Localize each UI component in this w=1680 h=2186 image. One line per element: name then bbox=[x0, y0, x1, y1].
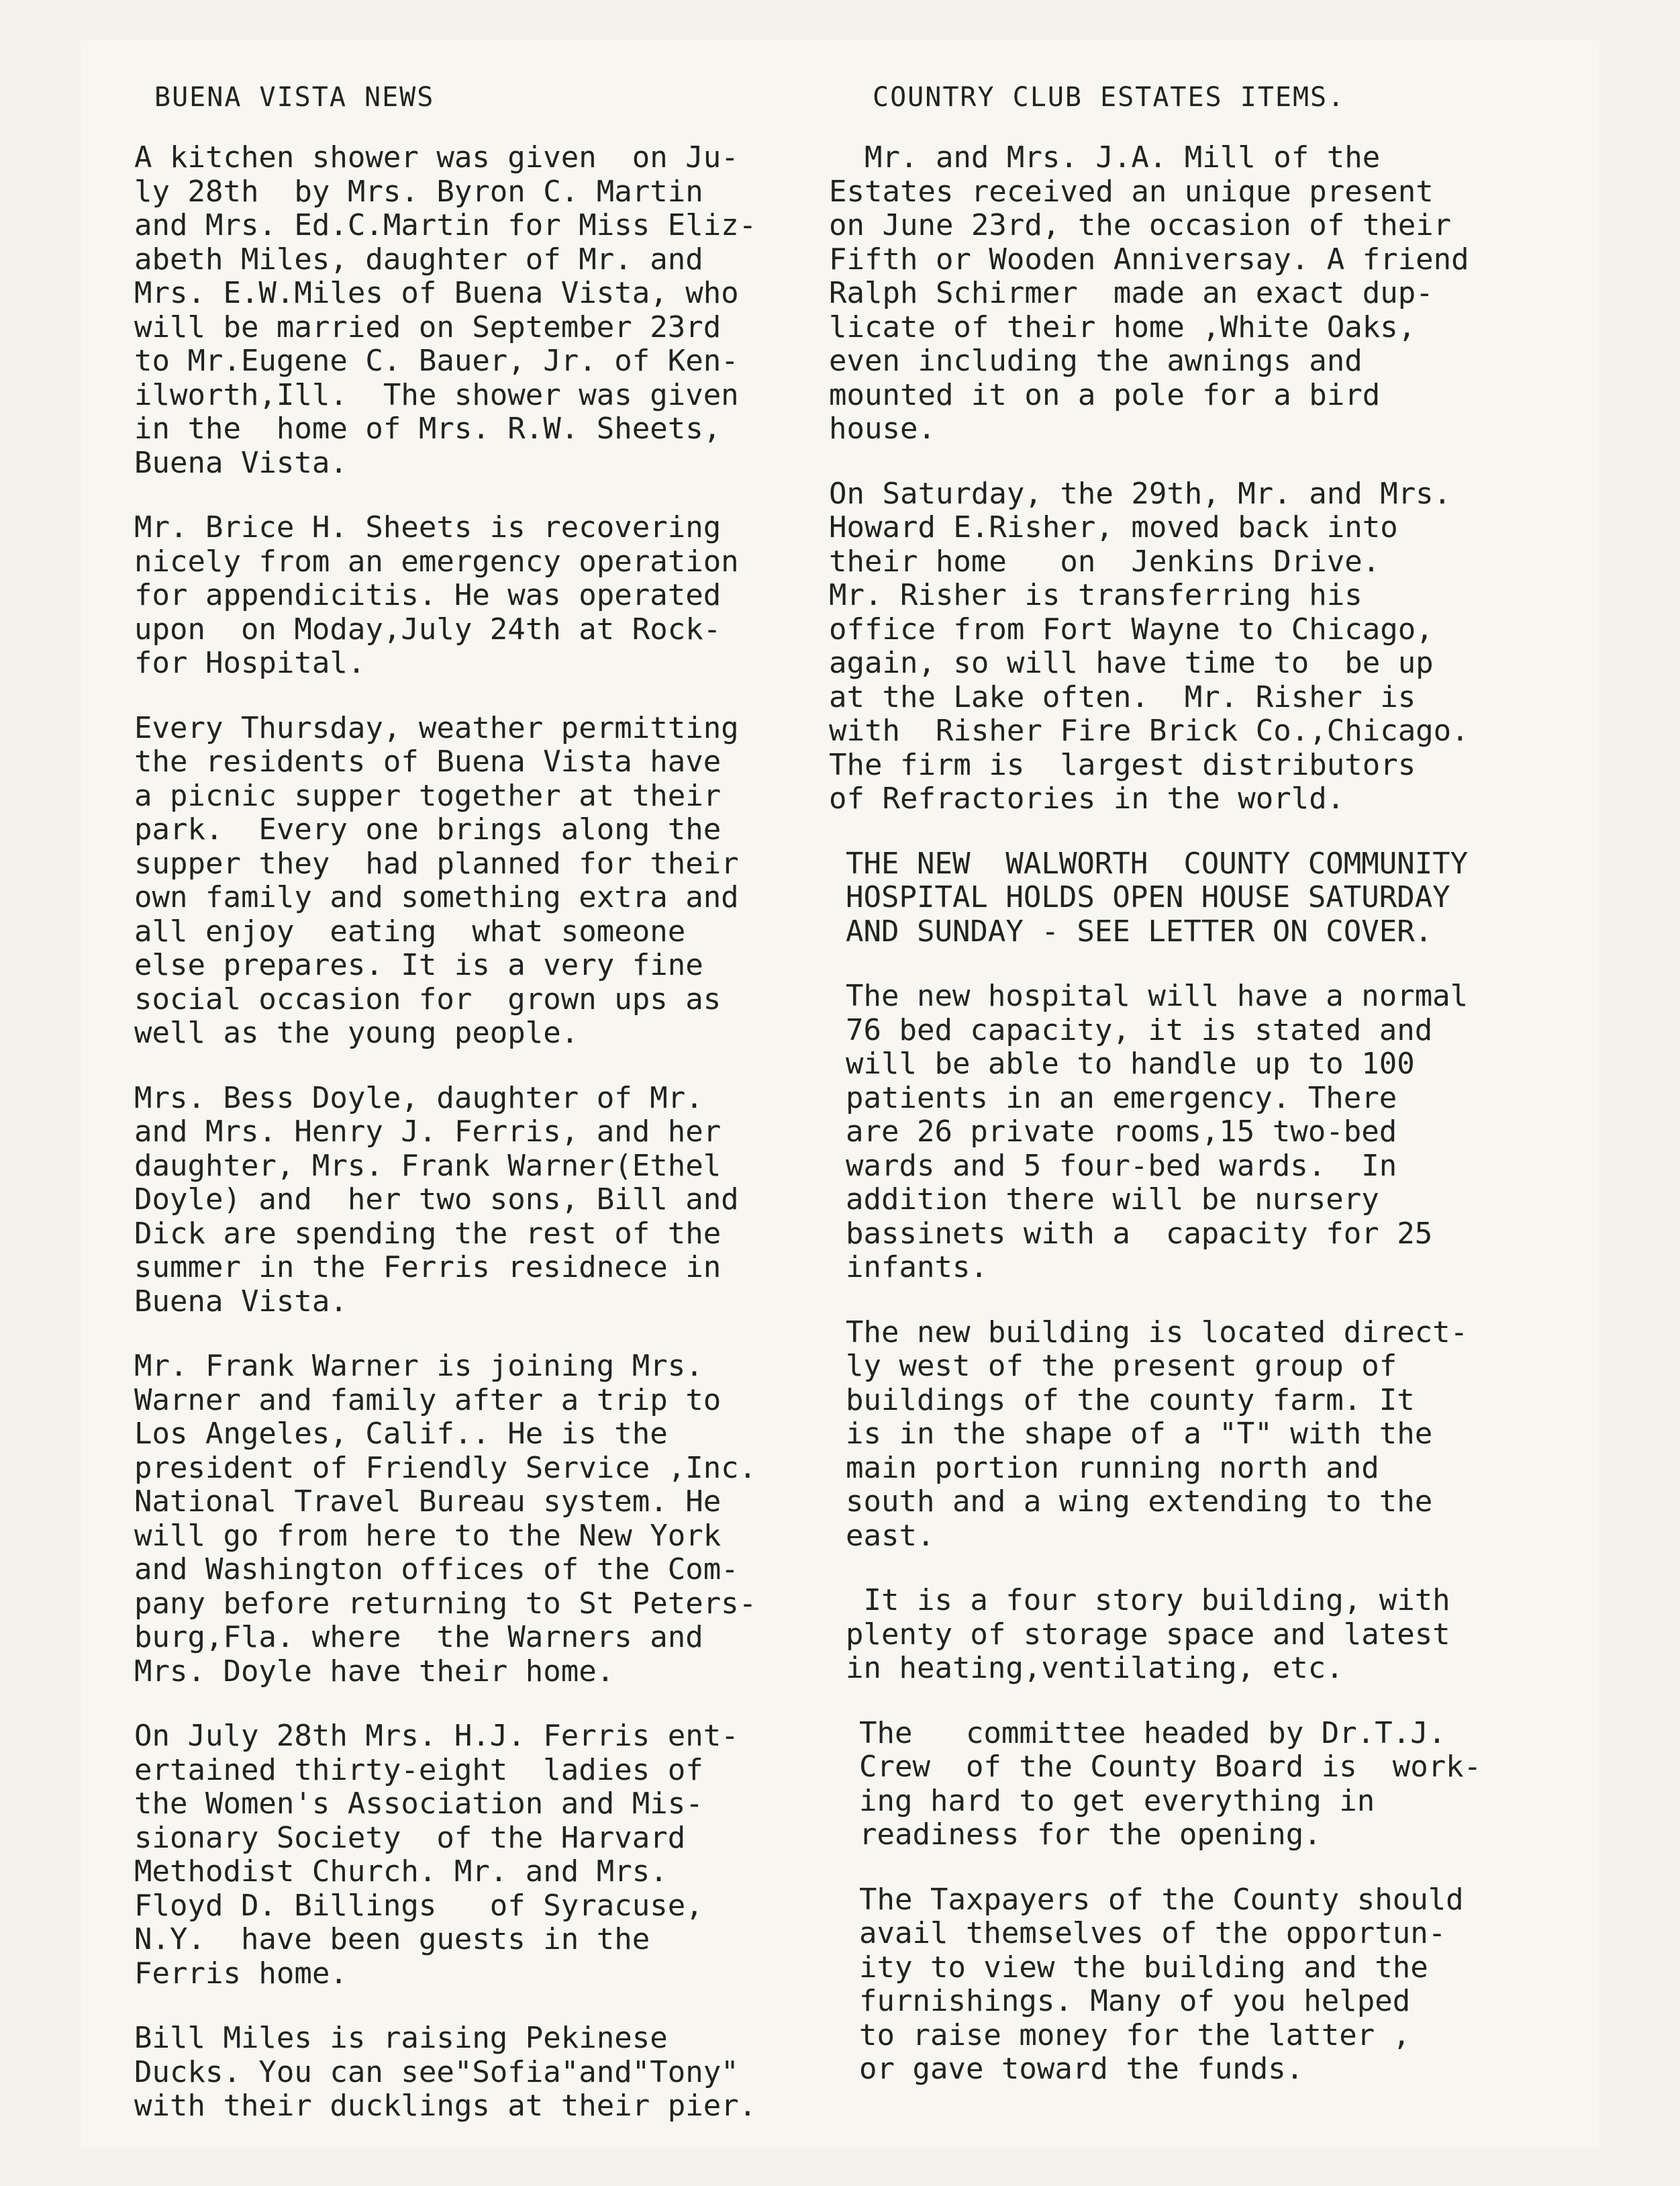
country-club-estates-column bbox=[829, 81, 1567, 2118]
hospital-building-paragraph: It is a four story building, with plenty of storage space and latest in heating,ventilating, etc. bbox=[846, 1583, 1450, 1685]
doyle-family-paragraph: Mrs. Bess Doyle, daughter of Mr. and Mrs. Henry J. Ferris, and her daughter, Mrs. Frank Warner(Ethel Doyle) and her two sons, Bill and Dick are spending the rest of the summer in the Ferris residnece in Buena Vista. bbox=[134, 1080, 739, 1319]
hospital-location-paragraph: The new building is located direct- ly west of the present group of buildings of the county farm. It is in the shape of a "T" with the main portion running north and south and a wing extending to the east. bbox=[846, 1315, 1469, 1553]
country-club-estates-heading: COUNTRY CLUB ESTATES ITEMS. bbox=[873, 82, 1346, 113]
sheets-recovery-paragraph: Mr. Brice H. Sheets is recovering nicely from an emergency operation for appendicitis. He was operated upon on Moday,July 24th at Rock- for Hospital. bbox=[134, 510, 739, 680]
buena-vista-news-column bbox=[134, 81, 839, 2154]
buena-vista-news-heading: BUENA VISTA NEWS bbox=[154, 82, 435, 113]
ferris-association-paragraph: On July 28th Mrs. H.J. Ferris ent- ertained thirty-eight ladies of the Women's Association and Mis- sionary Society of the Harvard Methodist Church. Mr. and Mrs. Floyd D. Billings of Syracuse, N.Y. have been guests in the Ferris home. bbox=[134, 1719, 739, 1991]
kitchen-shower-paragraph: A kitchen shower was given on Ju- ly 28th by Mrs. Byron C. Martin and Mrs. Ed.C.Martin for Miss Eliz- abeth Miles, daughter of Mr. and Mrs. E.W.Miles of Buena Vista, who will be married on September 23rd to Mr.Eugene C. Bauer, Jr. of Ken- ilworth,Ill. The shower was given in the home of Mrs. R.W. Sheets, Buena Vista. bbox=[134, 140, 757, 480]
pekinese-ducks-paragraph: Bill Miles is raising Pekinese Ducks. You can see"Sofia"and"Tony" with their ducklings at their pier. bbox=[134, 2021, 757, 2123]
frank-warner-paragraph: Mr. Frank Warner is joining Mrs. Warner and family after a trip to Los Angeles, Calif.. He is the president of Friendly Service ,Inc. National Travel Bureau system. He will go from here to the New York and Washington offices of the Com- pany before returning to St Peters- burg,Fla. where the Warners and Mrs. Doyle have their home. bbox=[134, 1349, 757, 1689]
committee-paragraph: The committee headed by Dr.T.J. Crew of the County Board is work- ing hard to get everything in readiness for the opening. bbox=[859, 1715, 1482, 1852]
taxpayers-paragraph: The Taxpayers of the County should avail themselves of the opportun- ity to view the building and the furnishings. Many of you helped to raise money for the latter , or gave toward the funds. bbox=[859, 1882, 1464, 2086]
hospital-open-house-announcement: THE NEW WALWORTH COUNTY COMMUNITY HOSPITAL HOLDS OPEN HOUSE SATURDAY AND SUNDAY - SEE LETTER ON COVER. bbox=[846, 846, 1469, 949]
hospital-capacity-paragraph: The new hospital will have a normal 76 bed capacity, it is stated and will be able to handle up to 100 patients in an emergency. There are 26 private rooms,15 two-bed wards and 5 four-bed wards. In addition there will be nursery bassinets with a capacity for 25 infants. bbox=[846, 979, 1469, 1284]
risher-move-paragraph: On Saturday, the 29th, Mr. and Mrs. Howard E.Risher, moved back into their home on Jenkins Drive. Mr. Risher is transferring his office from Fort Wayne to Chicago, again, so will have time to be up at the Lake often. Mr. Risher is with Risher Fire Brick Co.,Chicago. The firm is largest distributors of Refractories in the world. bbox=[829, 476, 1469, 816]
mill-anniversary-paragraph: Mr. and Mrs. J.A. Mill of the Estates received an unique present on June 23rd, the occasion of their Fifth or Wooden Anniversay. A friend Ralph Schirmer made an exact dup- licate of their home ,White Oaks, even including the awnings and mounted it on a pole for a bird house. bbox=[829, 140, 1469, 446]
thursday-picnic-paragraph: Every Thursday, weather permitting the residents of Buena Vista have a picnic supper together at their park. Every one brings along the supper they had planned for their own family and something extra and all enjoy eating what someone else prepares. It is a very fine social occasion for grown ups as well as the young people. bbox=[134, 710, 739, 1050]
